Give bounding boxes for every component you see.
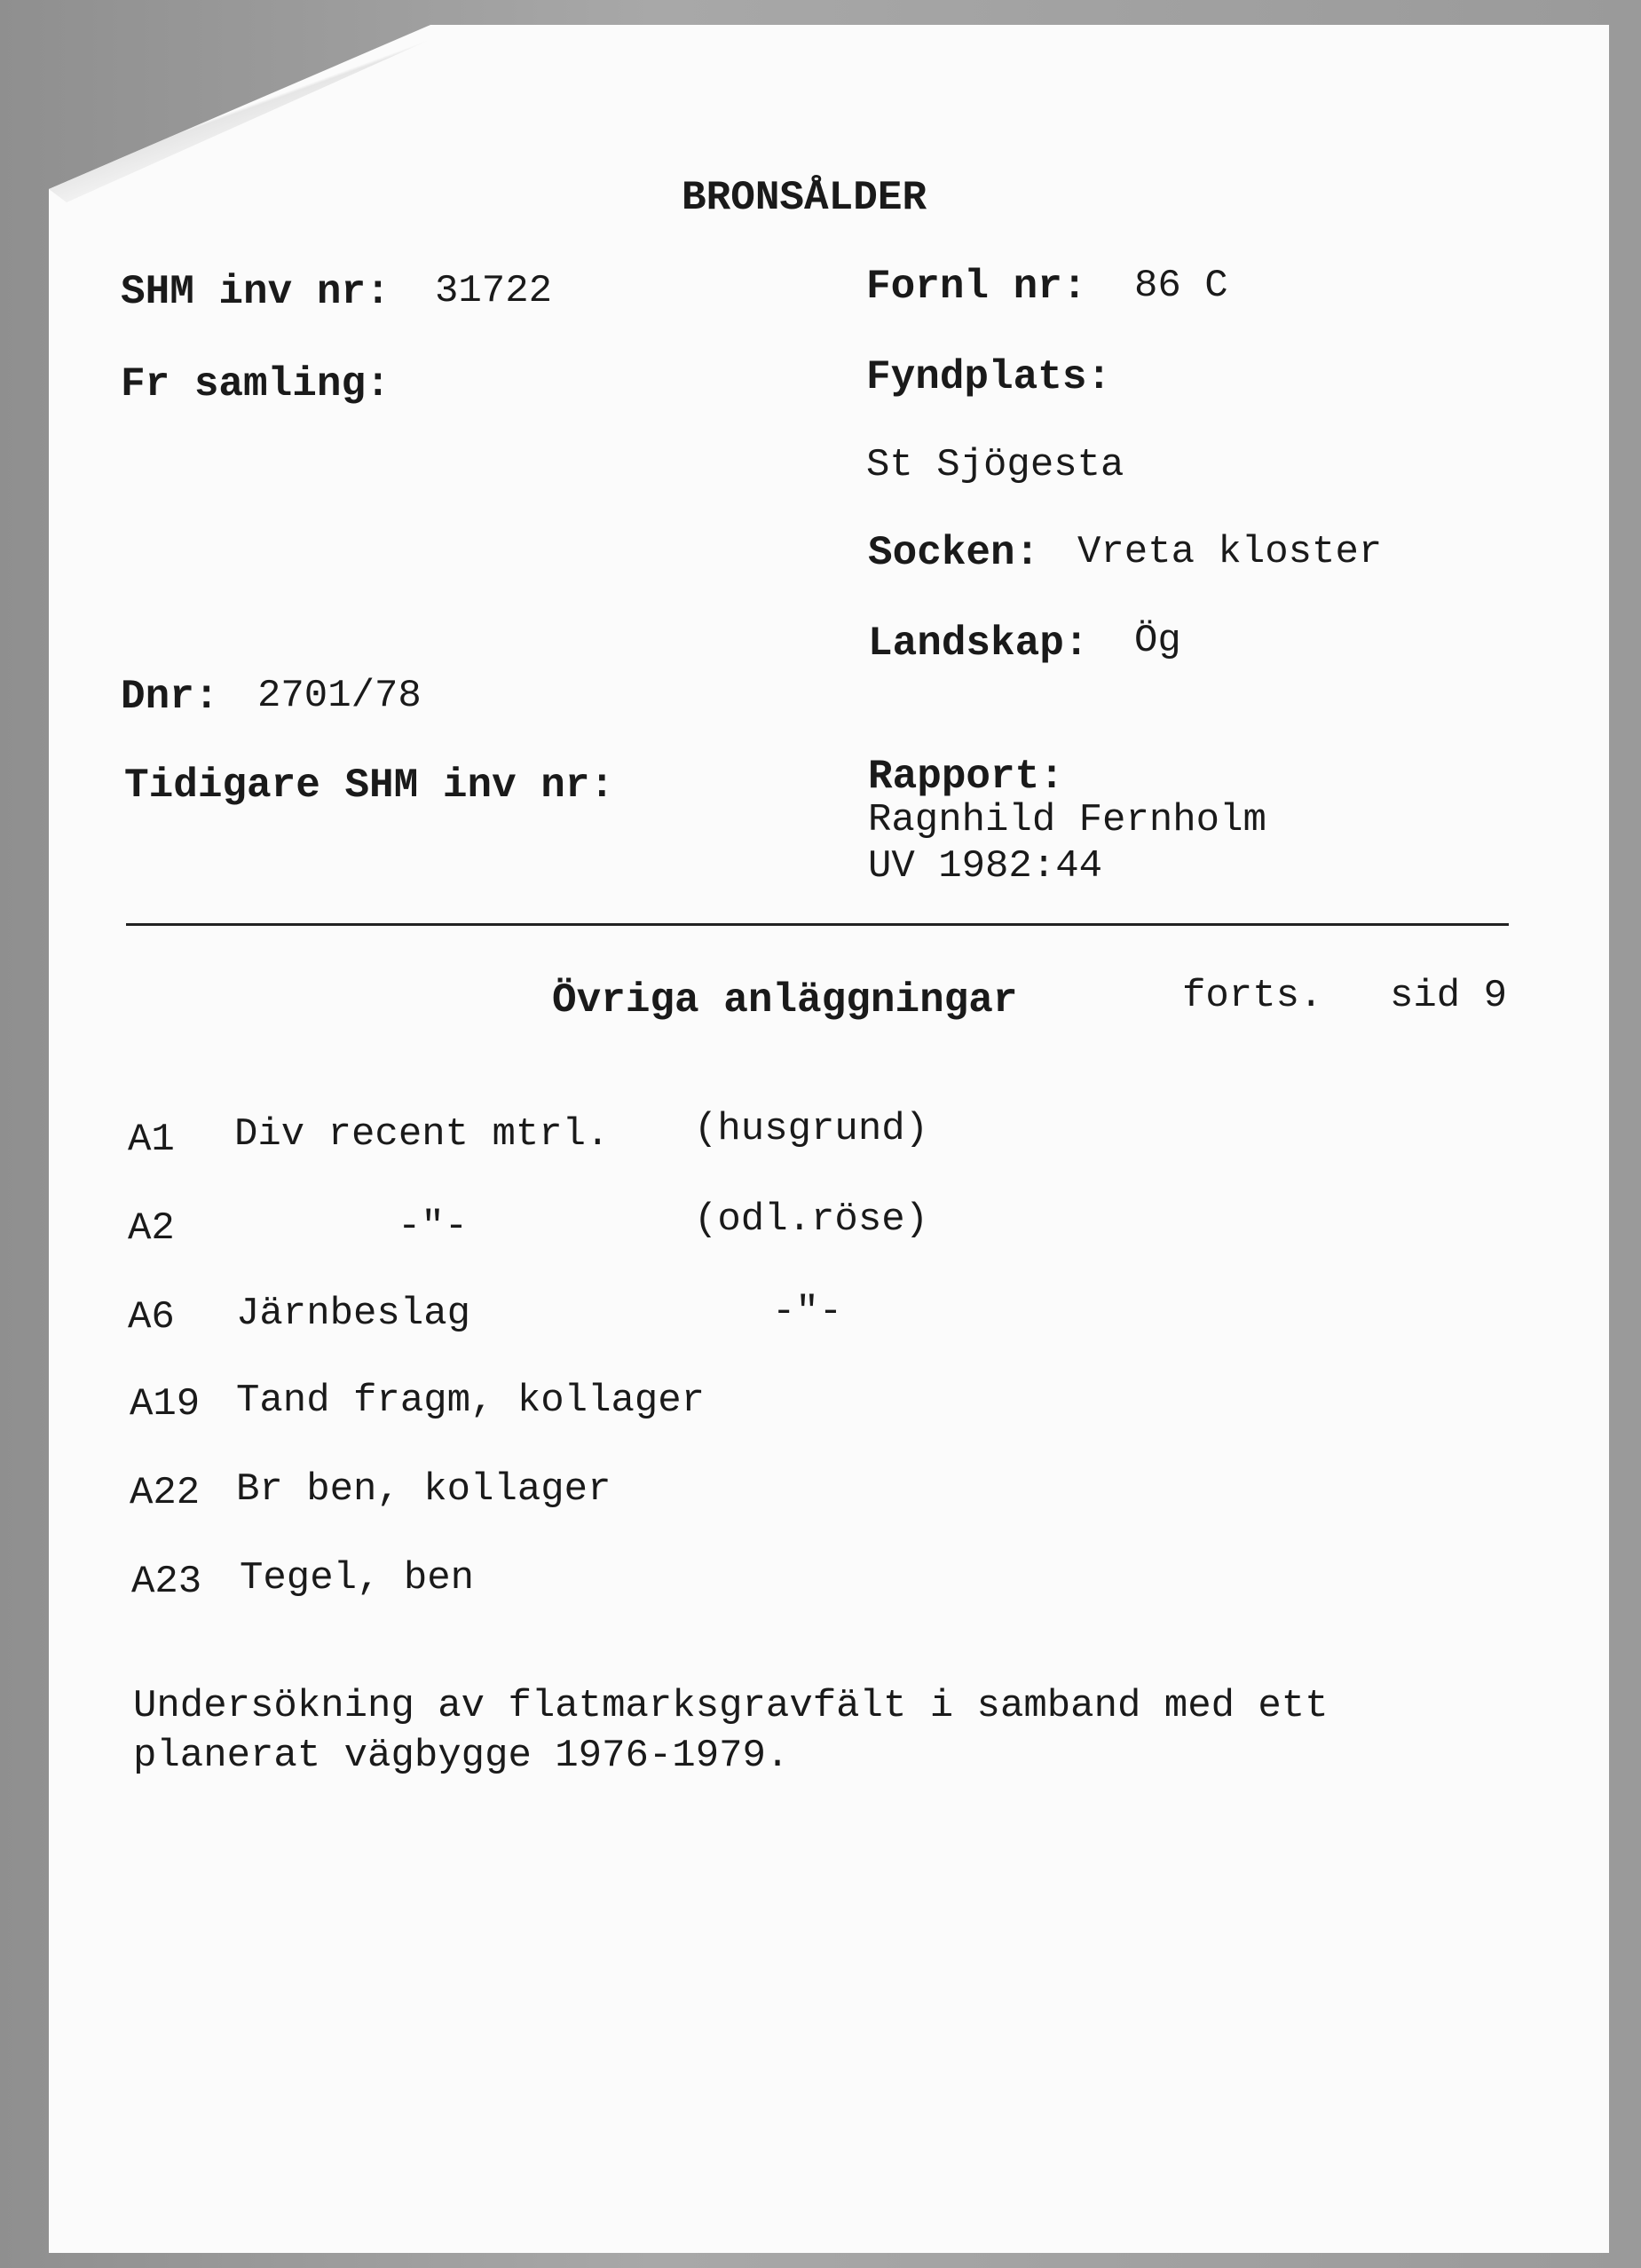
entry-note: (husgrund) bbox=[694, 1107, 929, 1151]
entry-id: A1 bbox=[128, 1118, 175, 1162]
entry-id: A2 bbox=[128, 1206, 175, 1251]
shm-inv-value: 31722 bbox=[435, 269, 553, 313]
section-continued: forts. bbox=[1182, 974, 1323, 1018]
section-title: Övriga anläggningar bbox=[552, 977, 1018, 1023]
summary-line-2: planerat vägbygge 1976-1979. bbox=[133, 1734, 790, 1778]
entry-note: -"- bbox=[772, 1290, 843, 1334]
fornl-value: 86 C bbox=[1134, 264, 1228, 308]
dnr-label: Dnr: bbox=[121, 674, 219, 720]
rapport-label: Rapport: bbox=[868, 754, 1064, 800]
entry-description: Tegel, ben bbox=[240, 1556, 475, 1600]
landskap-label: Landskap: bbox=[868, 620, 1089, 667]
landskap-value: Ög bbox=[1134, 619, 1181, 663]
section-page: sid 9 bbox=[1390, 974, 1508, 1018]
fornl-label: Fornl nr: bbox=[866, 264, 1087, 310]
dnr-value: 2701/78 bbox=[257, 674, 422, 718]
entry-id: A6 bbox=[128, 1295, 175, 1339]
entry-id: A23 bbox=[131, 1560, 202, 1604]
rapport-author: Ragnhild Fernholm bbox=[868, 798, 1266, 842]
fr-samling-label: Fr samling: bbox=[121, 361, 391, 407]
tidigare-shm-inv-label: Tidigare SHM inv nr: bbox=[124, 763, 615, 809]
shm-inv-label: SHM inv nr: bbox=[121, 269, 391, 315]
entry-description: Br ben, kollager bbox=[236, 1467, 611, 1512]
section-divider bbox=[126, 923, 1509, 926]
entry-description: Tand fragm, kollager bbox=[236, 1379, 706, 1423]
fyndplats-value: St Sjögesta bbox=[866, 443, 1124, 487]
entry-description: -"- bbox=[398, 1205, 469, 1249]
entry-description: Div recent mtrl. bbox=[234, 1112, 610, 1157]
entry-id: A19 bbox=[130, 1382, 201, 1426]
summary-line-1: Undersökning av flatmarksgravfält i samband med ett bbox=[133, 1684, 1329, 1728]
entry-id: A22 bbox=[130, 1471, 201, 1515]
period-heading: BRONSÅLDER bbox=[682, 175, 927, 221]
entry-note: (odl.röse) bbox=[694, 1197, 929, 1242]
rapport-reference: UV 1982:44 bbox=[868, 844, 1103, 889]
fyndplats-label: Fyndplats: bbox=[866, 354, 1112, 400]
entry-description: Järnbeslag bbox=[236, 1292, 471, 1336]
socken-value: Vreta kloster bbox=[1077, 530, 1383, 574]
socken-label: Socken: bbox=[868, 530, 1040, 576]
